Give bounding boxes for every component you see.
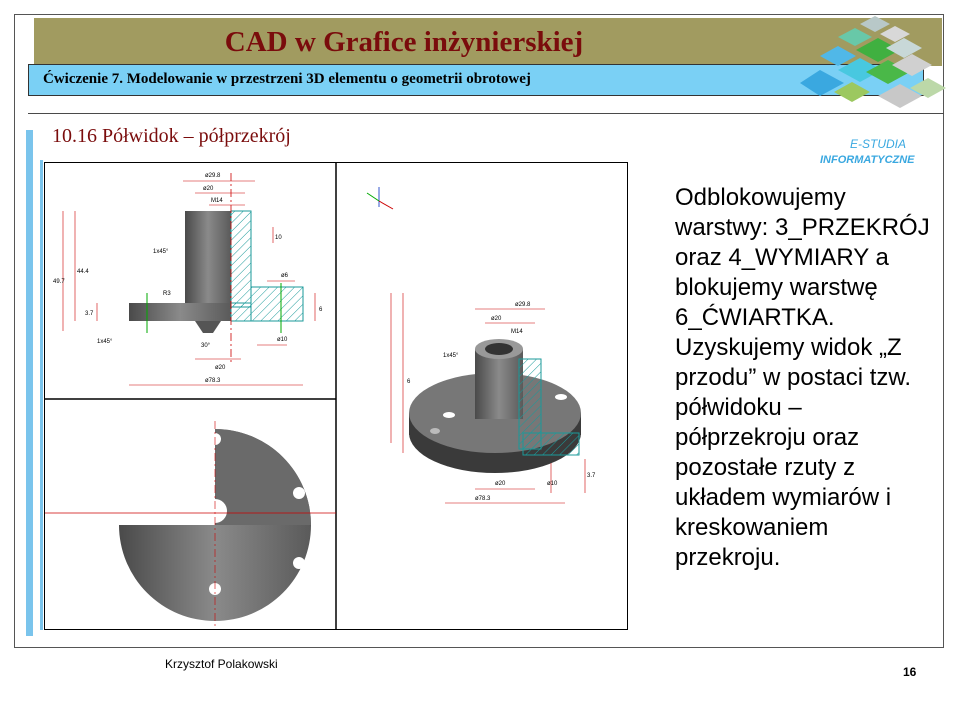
- front-view-half-section: [53, 173, 323, 385]
- iso-dim-4: ø10: [547, 481, 558, 487]
- top-view-quarter: [45, 421, 336, 629]
- dim-3: 10: [275, 235, 282, 241]
- logo-line1: E-STUDIA: [850, 137, 907, 151]
- dim-2: M14: [211, 198, 223, 204]
- iso-dim-2: M14: [511, 329, 523, 335]
- logo-tiles-icon: [800, 16, 946, 108]
- section-title: 10.16 Półwidok – półprzekrój: [52, 125, 291, 147]
- subtitle-bar: [28, 64, 924, 96]
- iso-dim-0: ø29.8: [515, 302, 531, 308]
- iso-dim-6: ø78.3: [475, 496, 491, 502]
- dim-13: ø10: [277, 337, 288, 343]
- dim-0: ø29.8: [205, 173, 221, 179]
- page-number: 16: [903, 665, 917, 679]
- description-text: Odblokowujemy warstwy: 3_PRZEKRÓJ oraz 4_WYMIARY a blokujemy warstwę 6_ĆWIARTKA. Uzyskujemy widok „Z przodu” w postaci tzw. półwidoku – półprzekroju oraz pozostałe rzuty z układem wymiarów i kreskowaniem przekroju.: [675, 184, 930, 571]
- dim-15: ø78.3: [205, 378, 221, 384]
- iso-dim-8: 3.7: [587, 473, 596, 479]
- cad-drawing: [44, 162, 628, 630]
- dim-7: R3: [163, 291, 171, 297]
- dim-8: ø6: [281, 273, 289, 279]
- footer-author: Krzysztof Polakowski: [165, 657, 278, 671]
- dim-14: ø20: [215, 365, 226, 371]
- iso-dim-3: 1x45°: [443, 353, 459, 359]
- cad-drawing-svg: [45, 163, 627, 629]
- dim-9: 3.7: [85, 311, 94, 317]
- exercise-subtitle: Ćwiczenie 7. Modelowanie w przestrzeni 3D elementu o geometrii obrotowej: [43, 71, 531, 87]
- iso-dim-1: ø20: [491, 316, 502, 322]
- dim-5: 44.4: [77, 269, 89, 275]
- dim-6: 49.7: [53, 279, 65, 285]
- dim-11: 1x45°: [97, 339, 113, 345]
- dim-1: ø20: [203, 186, 214, 192]
- dim-4: 1x45°: [153, 249, 169, 255]
- e-studia-logo: [800, 8, 950, 168]
- iso-dim-5: ø20: [495, 481, 506, 487]
- left-accent-bar: [26, 130, 33, 636]
- isometric-view: [367, 187, 596, 503]
- dim-10: 6: [319, 307, 323, 313]
- left-accent-thin-bar: [40, 160, 43, 630]
- page-title: CAD w Grafice inżynierskiej: [224, 26, 584, 58]
- logo-line2: INFORMATYCZNE: [820, 154, 915, 166]
- dim-12: 30°: [201, 343, 211, 349]
- iso-dim-7: 6: [407, 379, 411, 385]
